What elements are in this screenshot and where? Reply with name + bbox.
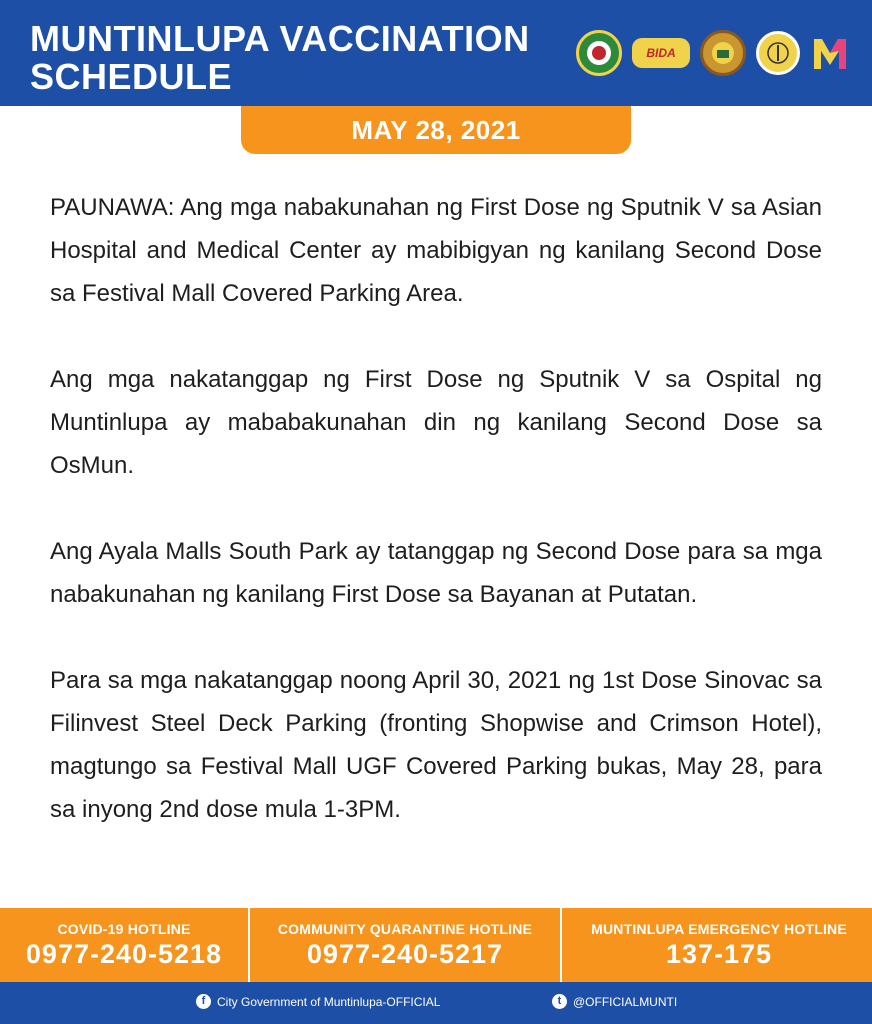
- hotline-number: 0977-240-5218: [25, 938, 223, 969]
- hotline-label: COMMUNITY QUARANTINE HOTLINE: [277, 920, 533, 937]
- logo-row: [576, 30, 850, 76]
- facebook-icon: f: [196, 994, 211, 1009]
- page-title: [30, 20, 530, 96]
- paragraph-2: Ang mga nakatanggap ng First Dose ng Sputnik V sa Ospital ng Muntinlupa ay mababakunahan din ng kanilang Second Dose sa OsMun.: [50, 366, 822, 479]
- hotline-number: 137-175: [665, 938, 773, 969]
- twitter-icon: t: [552, 994, 567, 1009]
- facebook-link[interactable]: [196, 994, 440, 1009]
- date-badge: MAY 28, 2021: [241, 106, 631, 154]
- hotline-number: 0977-240-5217: [306, 938, 504, 969]
- hotline-bar: [0, 908, 872, 982]
- twitter-label: @OFFICIALMUNTI: [573, 994, 678, 1009]
- paragraph-3: Ang Ayala Malls South Park ay tatanggap ng Second Dose para sa mga nabakunahan ng kanilang First Dose sa Bayanan at Putatan.: [50, 538, 822, 608]
- announcement-body: [50, 186, 822, 874]
- emergency-hotline: [562, 908, 872, 982]
- twitter-link[interactable]: [552, 994, 677, 1009]
- hotline-label: MUNTINLUPA EMERGENCY HOTLINE: [591, 920, 847, 937]
- social-bar: [0, 982, 872, 1024]
- covid-hotline: [0, 908, 250, 982]
- bida-logo-icon: BIDA: [632, 38, 690, 68]
- paragraph-4: Para sa mga nakatanggap noong April 30, 2021 ng 1st Dose Sinovac sa Filinvest Steel Deck Parking (fronting Shopwise and Crimson Hotel), magtungo sa Festival Mall UGF Covered Parking bukas, May 28, para sa inyong 2nd dose mula 1-3PM.: [50, 667, 822, 823]
- quarantine-hotline: [250, 908, 562, 982]
- title-line-2: SCHEDULE: [30, 56, 233, 97]
- city-seal-logo-icon: [700, 30, 746, 76]
- seal-logo-icon: [576, 30, 622, 76]
- title-line-1: MUNTINLUPA VACCINATION: [30, 18, 530, 59]
- paragraph-1: PAUNAWA: Ang mga nabakunahan ng First Dose ng Sputnik V sa Asian Hospital and Medical Center ay mabibigyan ng kanilang Second Dose sa Festival Mall Covered Parking Area.: [50, 194, 822, 307]
- muntinlupa-m-logo-icon: [810, 33, 850, 73]
- facebook-label: City Government of Muntinlupa-OFFICIAL: [217, 994, 441, 1009]
- header-banner: [0, 0, 872, 106]
- health-logo-icon: [756, 31, 800, 75]
- hotline-label: COVID-19 HOTLINE: [57, 920, 191, 937]
